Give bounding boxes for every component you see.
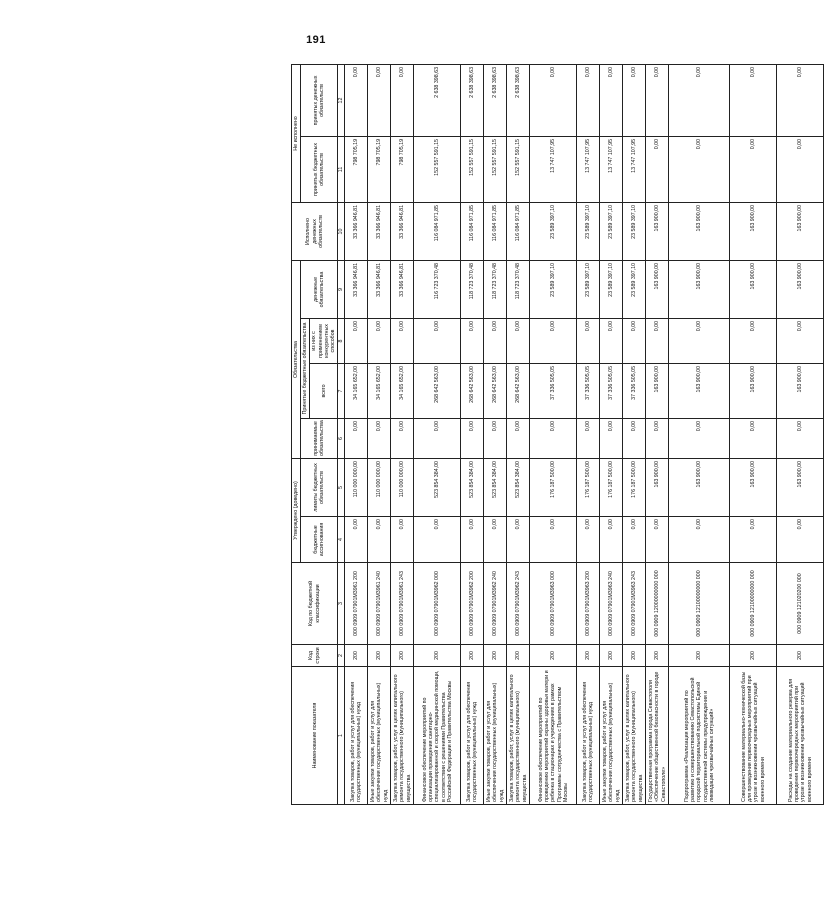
- row-value-cell-6: 0,00: [646, 418, 669, 458]
- row-value-cell-11: 152 557 591,15: [414, 136, 461, 202]
- row-value-cell-4: 0,00: [414, 517, 461, 563]
- row-value-cell-5: 523 854 384,00: [414, 458, 461, 516]
- row-code-cell: 200: [507, 645, 530, 667]
- row-value-cell-9: 23 589 397,10: [577, 260, 600, 318]
- table-row: [345, 64, 368, 804]
- row-value-cell-5: 523 854 384,00: [461, 458, 484, 516]
- row-code-cell: 200: [391, 645, 414, 667]
- row-value-cell-10: 23 589 397,10: [623, 202, 646, 260]
- row-value-cell-4: 0,00: [600, 517, 623, 563]
- row-value-cell-10: 163 900,00: [646, 202, 669, 260]
- row-value-cell-9: 163 900,00: [777, 260, 824, 318]
- row-value-cell-6: 0,00: [577, 418, 600, 458]
- row-value-cell-8: 0,00: [646, 318, 669, 363]
- row-value-cell-12: 0,00: [577, 64, 600, 136]
- index-cell: 3: [338, 563, 345, 645]
- row-kbk-cell: 000 0909 12000000000 000: [646, 563, 669, 645]
- row-value-cell-11: 798 705,19: [345, 136, 368, 202]
- table-row: [646, 64, 669, 804]
- row-value-cell-4: 0,00: [345, 517, 368, 563]
- page-number: 191: [306, 34, 326, 46]
- row-code-cell: 200: [577, 645, 600, 667]
- index-cell: 6: [338, 418, 345, 458]
- row-value-cell-7: 34 165 652,00: [391, 363, 414, 418]
- row-value-cell-4: 0,00: [484, 517, 507, 563]
- row-kbk-cell: 000 0909 07901М3961 200: [345, 563, 368, 645]
- row-value-cell-6: 0,00: [777, 418, 824, 458]
- row-value-cell-4: 0,00: [461, 517, 484, 563]
- row-kbk-cell: 000 0909 12100000000 000: [730, 563, 777, 645]
- row-kbk-cell: 000 0909 07901М3961 240: [368, 563, 391, 645]
- row-value-cell-9: 33 366 946,81: [391, 260, 414, 318]
- row-value-cell-9: 33 366 946,81: [345, 260, 368, 318]
- row-value-cell-4: 0,00: [507, 517, 530, 563]
- row-name-cell: Подпрограмма «Реализация мероприятий по развитию и совершенствованию Севастопольской городской территориальной подсистемы Единой государственной системы предупреждения и ликвидации чрезвычайных ситуаций»: [669, 667, 730, 805]
- row-value-cell-4: 0,00: [777, 517, 824, 563]
- row-value-cell-10: 116 084 971,85: [507, 202, 530, 260]
- row-value-cell-5: 163 900,00: [777, 458, 824, 516]
- table-row: [461, 64, 484, 804]
- row-value-cell-9: 163 900,00: [669, 260, 730, 318]
- table-row: [600, 64, 623, 804]
- row-kbk-cell: 000 0909 07901М3962 000: [414, 563, 461, 645]
- row-value-cell-7: 163 900,00: [730, 363, 777, 418]
- row-value-cell-8: 0,00: [669, 318, 730, 363]
- row-value-cell-6: 0,00: [391, 418, 414, 458]
- row-value-cell-7: 37 336 505,05: [577, 363, 600, 418]
- row-value-cell-4: 0,00: [669, 517, 730, 563]
- header-executed: Исполнено денежных обязательств: [292, 202, 338, 260]
- row-value-cell-6: 0,00: [368, 418, 391, 458]
- row-code-cell: 200: [669, 645, 730, 667]
- table-row: [777, 64, 824, 804]
- row-value-cell-9: 118 723 370,48: [484, 260, 507, 318]
- row-value-cell-4: 0,00: [368, 517, 391, 563]
- row-value-cell-11: 798 705,19: [368, 136, 391, 202]
- table-row: [391, 64, 414, 804]
- row-value-cell-12: 0,00: [730, 64, 777, 136]
- row-value-cell-9: 118 723 370,48: [507, 260, 530, 318]
- row-code-cell: 200: [777, 645, 824, 667]
- row-value-cell-11: 152 557 591,15: [461, 136, 484, 202]
- row-value-cell-12: 0,00: [669, 64, 730, 136]
- row-name-cell: Финансовое обеспечение мероприятий по проведению мероприятий охраны здоровья матери и ребенка в стационарах и учреждениях в рамках Программы сотрудничества с Правительством Москвы: [530, 667, 577, 805]
- row-name-cell: Закупка товаров, работ и услуг для обеспечения государственных (муниципальных) нужд: [345, 667, 368, 805]
- row-value-cell-11: 0,00: [730, 136, 777, 202]
- row-kbk-cell: 000 0909 07901М3962 240: [484, 563, 507, 645]
- budget-execution-table: [291, 64, 824, 805]
- row-value-cell-8: 0,00: [391, 318, 414, 363]
- row-value-cell-7: 268 642 563,00: [484, 363, 507, 418]
- row-value-cell-8: 0,00: [730, 318, 777, 363]
- header-budget-allocations: бюджетные ассигнования: [301, 517, 338, 563]
- row-value-cell-4: 0,00: [646, 517, 669, 563]
- row-value-cell-11: 0,00: [669, 136, 730, 202]
- row-value-cell-5: 523 854 384,00: [484, 458, 507, 516]
- row-value-cell-12: 0,00: [391, 64, 414, 136]
- row-value-cell-5: 163 900,00: [646, 458, 669, 516]
- row-value-cell-12: 2 638 398,63: [507, 64, 530, 136]
- row-value-cell-12: 0,00: [530, 64, 577, 136]
- row-value-cell-6: 0,00: [345, 418, 368, 458]
- index-cell: 9: [338, 260, 345, 318]
- row-code-cell: 200: [414, 645, 461, 667]
- row-value-cell-7: 37 336 505,05: [530, 363, 577, 418]
- row-value-cell-5: 176 187 500,00: [530, 458, 577, 516]
- row-value-cell-7: 37 336 505,05: [623, 363, 646, 418]
- row-value-cell-4: 0,00: [577, 517, 600, 563]
- row-value-cell-8: 0,00: [461, 318, 484, 363]
- row-code-cell: 200: [345, 645, 368, 667]
- row-value-cell-12: 0,00: [600, 64, 623, 136]
- header-competitive: из них с применением конкурентных способов: [310, 318, 338, 363]
- index-cell: 8: [338, 318, 345, 363]
- row-value-cell-10: 163 900,00: [669, 202, 730, 260]
- row-kbk-cell: 000 0909 07901М3963 000: [530, 563, 577, 645]
- row-kbk-cell: 000 0909 07901М3963 200: [577, 563, 600, 645]
- row-name-cell: Закупка товаров, работ и услуг для обеспечения государственных (муниципальных) нужд: [461, 667, 484, 805]
- row-value-cell-6: 0,00: [484, 418, 507, 458]
- row-value-cell-5: 176 187 500,00: [600, 458, 623, 516]
- row-value-cell-9: 163 900,00: [730, 260, 777, 318]
- row-value-cell-9: 116 723 370,48: [414, 260, 461, 318]
- row-value-cell-12: 0,00: [623, 64, 646, 136]
- row-value-cell-11: 0,00: [777, 136, 824, 202]
- header-unexecuted-group: Не исполнено: [292, 64, 301, 202]
- table-row: [669, 64, 730, 804]
- index-cell: 10: [338, 202, 345, 260]
- row-kbk-cell: 000 0909 07901М3963 240: [600, 563, 623, 645]
- index-cell: 5: [338, 458, 345, 516]
- row-code-cell: 200: [530, 645, 577, 667]
- header-money-obligations: денежные обязательства: [301, 260, 338, 318]
- row-value-cell-12: 2 638 398,63: [484, 64, 507, 136]
- row-value-cell-5: 176 187 500,00: [623, 458, 646, 516]
- row-code-cell: 200: [368, 645, 391, 667]
- row-value-cell-12: 0,00: [646, 64, 669, 136]
- table-row: [507, 64, 530, 804]
- row-value-cell-6: 0,00: [730, 418, 777, 458]
- row-value-cell-6: 0,00: [507, 418, 530, 458]
- row-value-cell-5: 110 000 000,00: [368, 458, 391, 516]
- row-value-cell-8: 0,00: [345, 318, 368, 363]
- row-value-cell-5: 110 000 000,00: [345, 458, 368, 516]
- table-row: [530, 64, 577, 804]
- row-name-cell: Закупка товаров, работ, услуг в целях капитального ремонта государственного (муниципального) имущества: [507, 667, 530, 805]
- row-value-cell-12: 2 638 398,63: [461, 64, 484, 136]
- header-kbk: Код по бюджетной классификации: [292, 563, 338, 645]
- row-value-cell-10: 33 366 946,81: [368, 202, 391, 260]
- header-index-row: [338, 64, 345, 804]
- row-value-cell-8: 0,00: [414, 318, 461, 363]
- row-code-cell: 200: [623, 645, 646, 667]
- row-value-cell-10: 116 084 971,85: [484, 202, 507, 260]
- row-value-cell-7: 268 642 563,00: [414, 363, 461, 418]
- row-value-cell-5: 523 854 384,00: [507, 458, 530, 516]
- row-value-cell-8: 0,00: [484, 318, 507, 363]
- row-value-cell-10: 163 900,00: [777, 202, 824, 260]
- row-value-cell-4: 0,00: [730, 517, 777, 563]
- header-name: Наименование показателя: [292, 667, 338, 805]
- row-value-cell-8: 0,00: [600, 318, 623, 363]
- table-body: [345, 64, 824, 804]
- row-value-cell-12: 0,00: [345, 64, 368, 136]
- row-name-cell: Финансовое обеспечение мероприятий по организации проведения санитарно-специализированной и скорой медицинской помощи, в соответствии с решениями Правительства Российской Федерации и Правительства Москвы: [414, 667, 461, 805]
- row-value-cell-5: 176 187 500,00: [577, 458, 600, 516]
- row-value-cell-10: 33 366 946,81: [345, 202, 368, 260]
- row-value-cell-9: 23 589 397,10: [530, 260, 577, 318]
- row-value-cell-11: 13 747 107,95: [623, 136, 646, 202]
- row-value-cell-8: 0,00: [577, 318, 600, 363]
- table-row: [730, 64, 777, 804]
- row-value-cell-9: 23 589 397,10: [623, 260, 646, 318]
- row-value-cell-6: 0,00: [623, 418, 646, 458]
- row-value-cell-10: 23 589 397,10: [600, 202, 623, 260]
- index-cell: 11: [338, 136, 345, 202]
- row-value-cell-11: 152 557 591,15: [507, 136, 530, 202]
- row-value-cell-11: 13 747 107,95: [530, 136, 577, 202]
- row-value-cell-12: 2 638 398,63: [414, 64, 461, 136]
- row-value-cell-5: 110 000 000,00: [391, 458, 414, 516]
- header-accepted: принимаемые обязательства: [301, 418, 338, 458]
- row-value-cell-10: 33 366 946,81: [391, 202, 414, 260]
- row-name-cell: Закупка товаров, работ и услуг для обеспечения государственных (муниципальных) нужд: [577, 667, 600, 805]
- index-cell: 2: [338, 645, 345, 667]
- table-row: [414, 64, 461, 804]
- row-name-cell: Закупка товаров, работ, услуг в целях капитального ремонта государственного (муниципального) имущества: [391, 667, 414, 805]
- table-row: [484, 64, 507, 804]
- row-code-cell: 200: [730, 645, 777, 667]
- table-row: [368, 64, 391, 804]
- row-value-cell-11: 13 747 107,95: [600, 136, 623, 202]
- row-value-cell-6: 0,00: [530, 418, 577, 458]
- row-value-cell-12: 0,00: [777, 64, 824, 136]
- index-cell: 7: [338, 363, 345, 418]
- row-name-cell: Закупка товаров, работ, услуг в целях капитального ремонта государственного (муниципального) имущества: [623, 667, 646, 805]
- row-value-cell-9: 163 900,00: [646, 260, 669, 318]
- header-code-row: Код строки: [292, 645, 338, 667]
- row-value-cell-7: 34 165 652,00: [345, 363, 368, 418]
- row-value-cell-9: 33 366 946,81: [368, 260, 391, 318]
- row-code-cell: 200: [484, 645, 507, 667]
- row-value-cell-10: 23 589 397,10: [577, 202, 600, 260]
- row-value-cell-7: 268 642 563,00: [461, 363, 484, 418]
- row-kbk-cell: 000 0909 07901М3962 243: [507, 563, 530, 645]
- row-value-cell-9: 118 723 370,48: [461, 260, 484, 318]
- row-code-cell: 200: [600, 645, 623, 667]
- header-unexec-budget-obl: принятых бюджетных обязательств: [301, 136, 338, 202]
- row-value-cell-9: 23 589 397,10: [600, 260, 623, 318]
- row-name-cell: Иные закупки товаров, работ и услуг для обеспечения государственных (муниципальных) нужд: [484, 667, 507, 805]
- row-value-cell-8: 0,00: [623, 318, 646, 363]
- row-value-cell-7: 163 900,00: [669, 363, 730, 418]
- header-unexec-money-obl: принятых денежных обязательств: [301, 64, 338, 136]
- row-value-cell-6: 0,00: [461, 418, 484, 458]
- row-code-cell: 200: [461, 645, 484, 667]
- header-total: всего: [310, 363, 338, 418]
- row-value-cell-6: 0,00: [414, 418, 461, 458]
- row-name-cell: Государственная программа города Севастополя «Обеспечение общественной безопасности в городе Севастополе»: [646, 667, 669, 805]
- header-obligations-group: Обязательства: [292, 260, 301, 458]
- index-cell: 4: [338, 517, 345, 563]
- row-value-cell-10: 116 084 971,85: [414, 202, 461, 260]
- row-value-cell-4: 0,00: [391, 517, 414, 563]
- row-value-cell-6: 0,00: [669, 418, 730, 458]
- row-name-cell: Иные закупки товаров, работ и услуг для обеспечения государственных (муниципальных) нужд: [600, 667, 623, 805]
- row-value-cell-6: 0,00: [600, 418, 623, 458]
- row-value-cell-8: 0,00: [368, 318, 391, 363]
- row-value-cell-4: 0,00: [623, 517, 646, 563]
- header-approved-group: Утверждено (доведено): [292, 458, 301, 562]
- index-cell: 1: [338, 667, 345, 805]
- row-value-cell-5: 163 900,00: [730, 458, 777, 516]
- row-value-cell-10: 23 589 397,10: [530, 202, 577, 260]
- row-value-cell-7: 34 165 652,00: [368, 363, 391, 418]
- row-value-cell-10: 116 084 971,85: [461, 202, 484, 260]
- row-value-cell-10: 163 900,00: [730, 202, 777, 260]
- row-kbk-cell: 000 0909 07901М3961 243: [391, 563, 414, 645]
- row-value-cell-4: 0,00: [530, 517, 577, 563]
- row-value-cell-11: 0,00: [646, 136, 669, 202]
- row-value-cell-8: 0,00: [530, 318, 577, 363]
- row-value-cell-7: 268 642 563,00: [507, 363, 530, 418]
- table-row: [577, 64, 600, 804]
- table-row: [623, 64, 646, 804]
- row-code-cell: 200: [646, 645, 669, 667]
- index-cell: 12: [338, 64, 345, 136]
- row-value-cell-5: 163 900,00: [669, 458, 730, 516]
- row-kbk-cell: 000 0909 07901М3962 200: [461, 563, 484, 645]
- row-value-cell-11: 152 557 591,15: [484, 136, 507, 202]
- row-value-cell-7: 163 900,00: [646, 363, 669, 418]
- row-name-cell: Иные закупки товаров, работ и услуг для обеспечения государственных (муниципальных) нужд: [368, 667, 391, 805]
- rotated-table-container: [291, 65, 813, 805]
- row-kbk-cell: 000 0909 12100000000 000: [669, 563, 730, 645]
- row-value-cell-12: 0,00: [368, 64, 391, 136]
- row-name-cell: Расходы на создание материального резерва для проведения первоочередных мероприятий при угрозе и возникновении чрезвычайных ситуаций военного времени: [777, 667, 824, 805]
- row-value-cell-11: 798 705,19: [391, 136, 414, 202]
- row-value-cell-8: 0,00: [507, 318, 530, 363]
- row-value-cell-11: 13 747 107,95: [577, 136, 600, 202]
- header-accepted-budget-group: Принятые бюджетные обязательства: [301, 318, 310, 418]
- row-name-cell: Совершенствование материально-технической базы для проведения первоочередных мероприятий при угрозе и возникновении чрезвычайных ситуаций военного времени: [730, 667, 777, 805]
- header-limits: лимиты бюджетных обязательств: [301, 458, 338, 516]
- row-value-cell-8: 0,00: [777, 318, 824, 363]
- row-kbk-cell: 000 0909 07901М3963 243: [623, 563, 646, 645]
- row-value-cell-7: 163 900,00: [777, 363, 824, 418]
- table-header: [292, 64, 345, 804]
- row-value-cell-7: 37 336 505,05: [600, 363, 623, 418]
- row-kbk-cell: 000 0909 121020200 000: [777, 563, 824, 645]
